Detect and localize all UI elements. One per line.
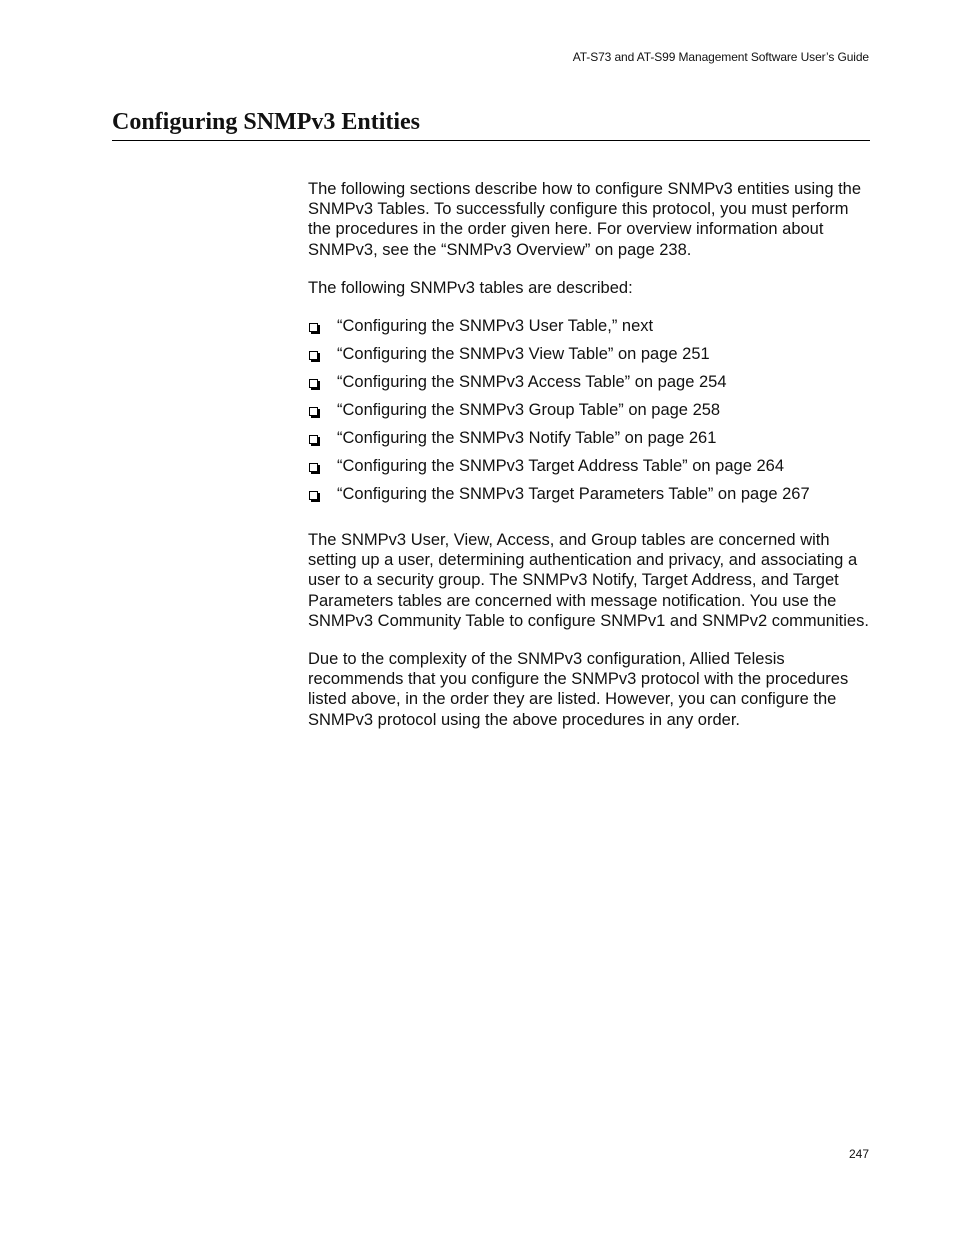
page-number: 247: [848, 1147, 869, 1161]
checkbox-bullet-icon: [309, 379, 318, 388]
list-item-text: “Configuring the SNMPv3 Access Table” on page 254: [337, 373, 727, 392]
checkbox-bullet-icon: [309, 407, 318, 416]
order-paragraph: Due to the complexity of the SNMPv3 configuration, Allied Telesis recommends that you configure the SNMPv3 protocol with the procedures listed above, in the order they are listed. However, you can configure the SNMPv3 protocol using the above procedures in any order.: [308, 650, 849, 729]
list-item-text: “Configuring the SNMPv3 Notify Table” on page 261: [337, 429, 717, 448]
bullet-list: [308, 316, 870, 512]
intro-paragraph: The following sections describe how to configure SNMPv3 entities using the SNMPv3 Tables. To successfully configure this protocol, you must perform the procedures in the order given here. For overview information about SNMPv3, see the “SNMPv3 Overview” on page 238.: [308, 180, 862, 259]
list-item-text: “Configuring the SNMPv3 Target Parameters Table” on page 267: [337, 485, 810, 504]
list-item: [308, 484, 870, 512]
list-item: [308, 344, 870, 372]
list-item: [308, 428, 870, 456]
list-item: [308, 316, 870, 344]
list-item-text: “Configuring the SNMPv3 User Table,” next: [337, 317, 654, 336]
list-item: [308, 400, 870, 428]
section-title: Configuring SNMPv3 Entities: [112, 109, 421, 135]
running-header: AT-S73 and AT-S99 Management Software User’s Guide: [572, 50, 869, 64]
checkbox-bullet-icon: [309, 463, 318, 472]
title-rule: [112, 140, 870, 141]
checkbox-bullet-icon: [309, 351, 318, 360]
tables-paragraph: The SNMPv3 User, View, Access, and Group tables are concerned with setting up a user, determining authentication and privacy, and associating a user to a security group. The SNMPv3 Notify, Target Address, and Target Parameters tables are concerned with message notification. You use the SNMPv3 Community Table to configure SNMPv1 and SNMPv2 communities.: [308, 531, 869, 630]
checkbox-bullet-icon: [309, 323, 318, 332]
body-column: [308, 179, 870, 748]
checkbox-bullet-icon: [309, 435, 318, 444]
list-item-text: “Configuring the SNMPv3 View Table” on page 251: [337, 345, 710, 364]
list-lead-paragraph: The following SNMPv3 tables are described:: [308, 278, 633, 297]
list-item: [308, 372, 870, 400]
list-item: [308, 456, 870, 484]
checkbox-bullet-icon: [309, 491, 318, 500]
list-item-text: “Configuring the SNMPv3 Group Table” on page 258: [337, 401, 721, 420]
list-item-text: “Configuring the SNMPv3 Target Address Table” on page 264: [337, 457, 784, 476]
